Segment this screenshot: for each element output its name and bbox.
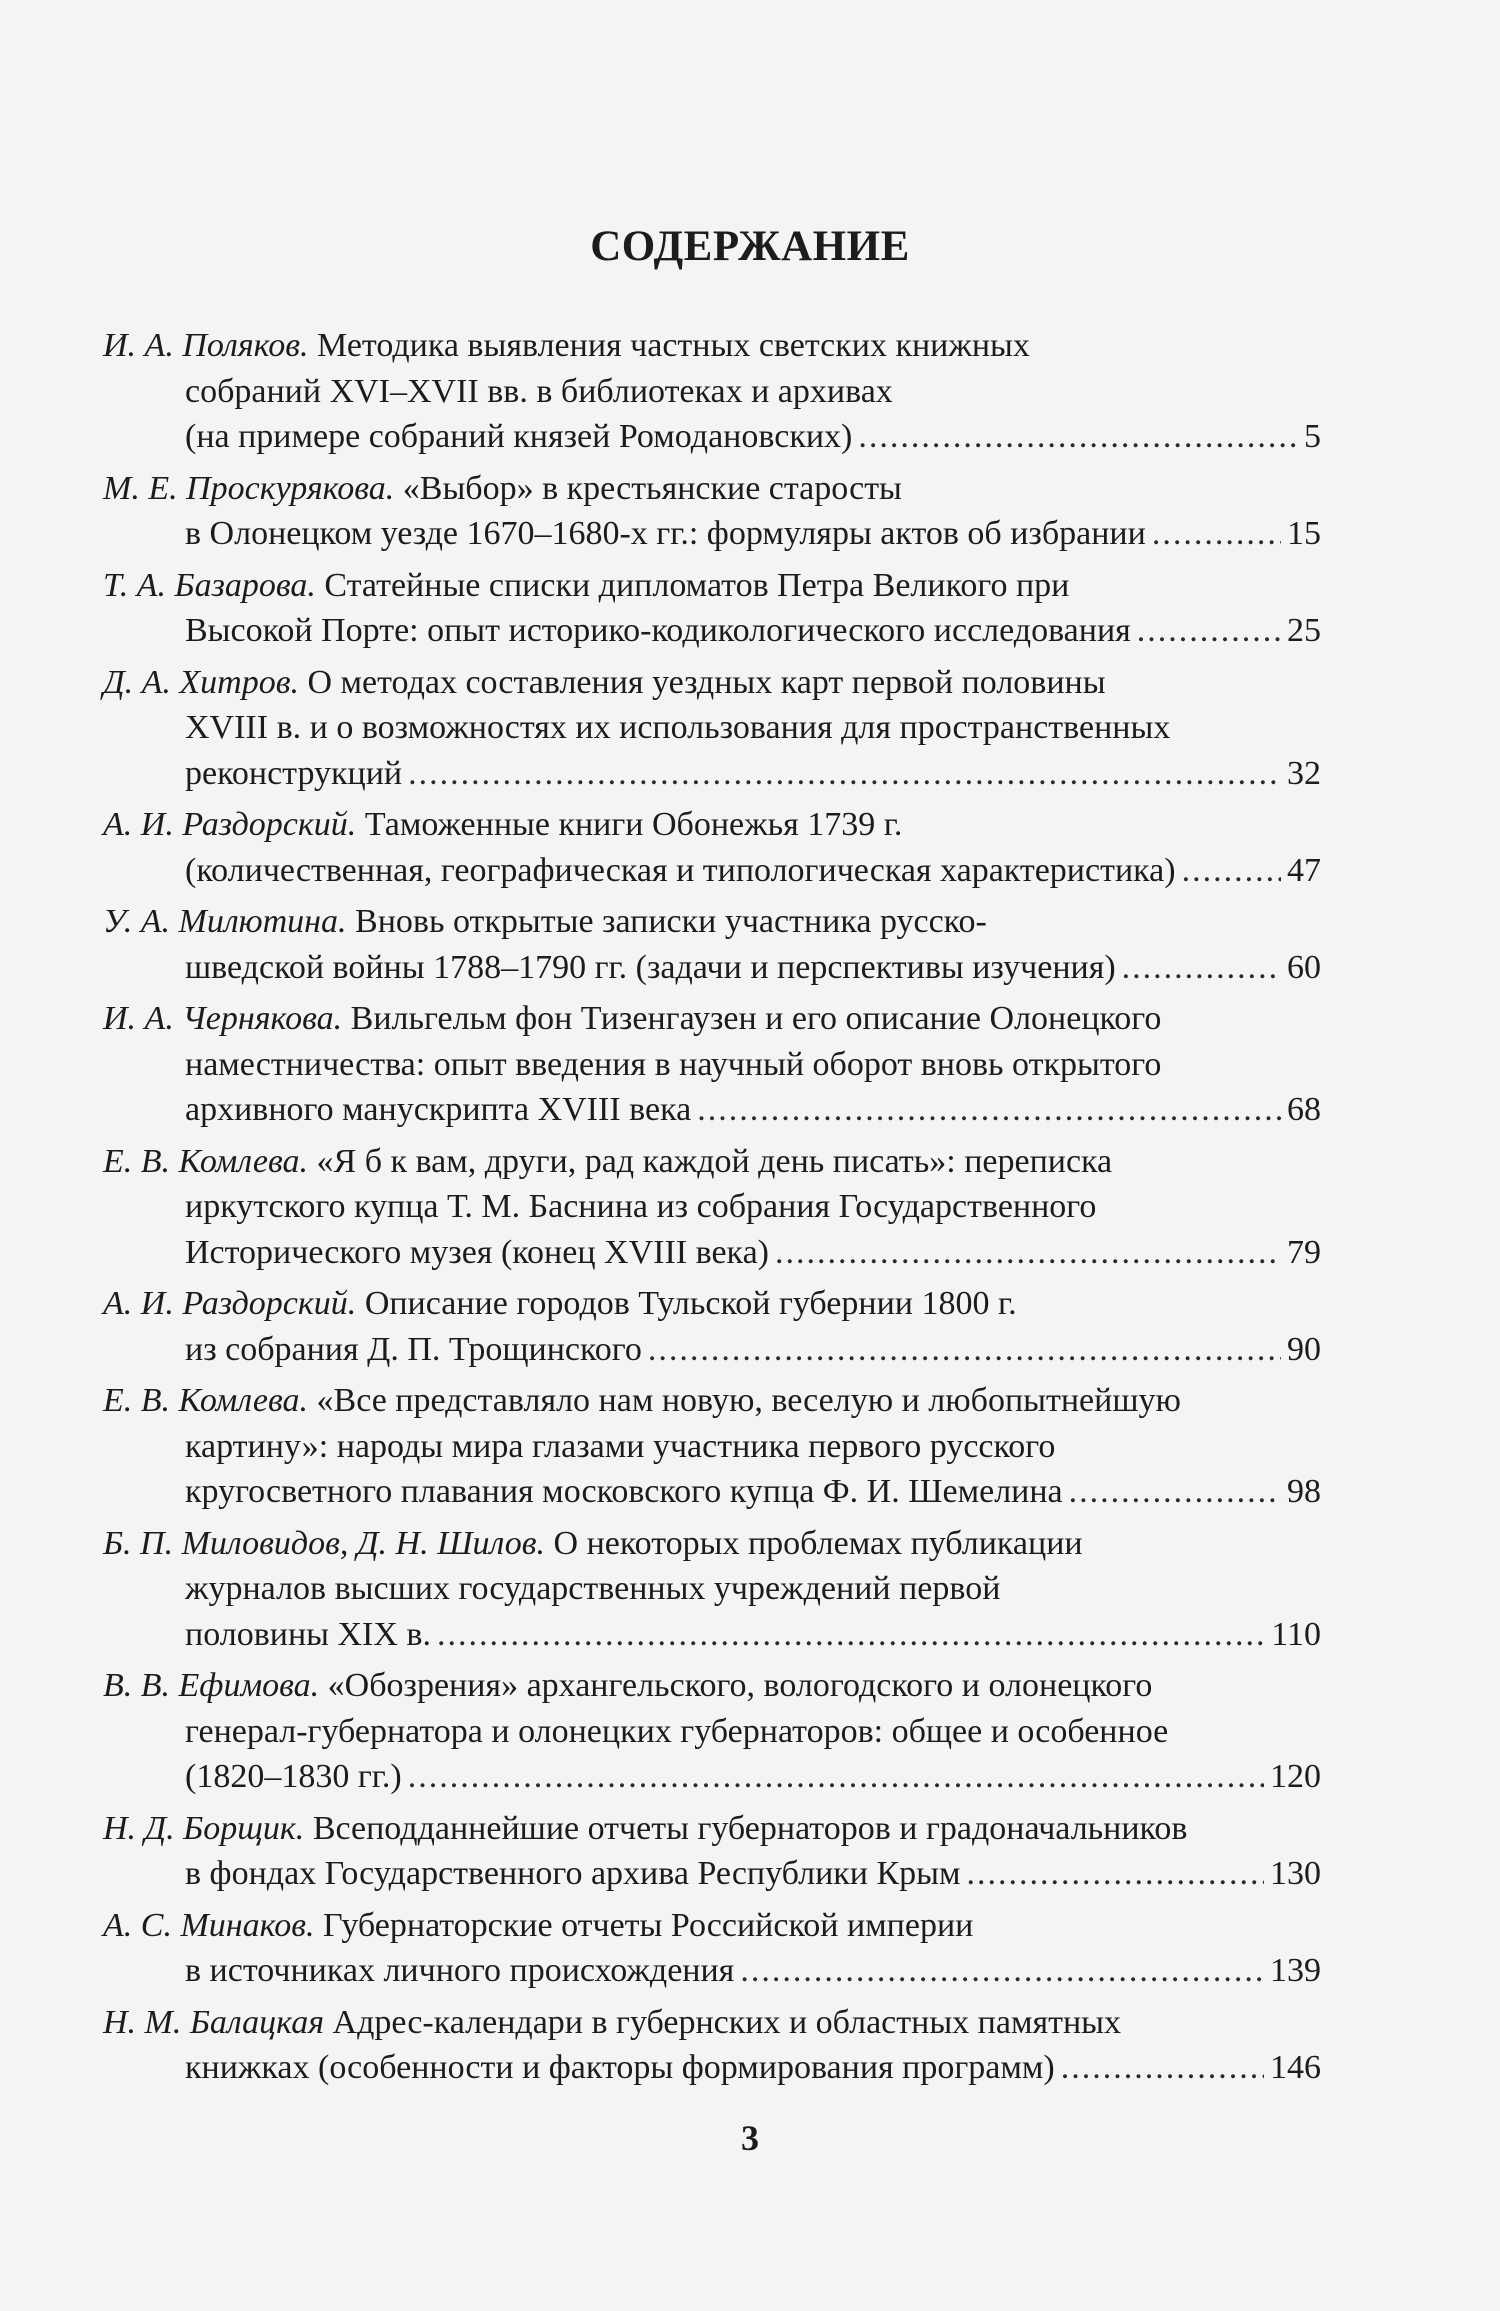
toc-entry bbox=[103, 802, 1321, 893]
toc-title-text: из собрания Д. П. Трощинского bbox=[185, 1330, 642, 1368]
toc-entry-last-line bbox=[103, 848, 1321, 894]
toc-leader-dots bbox=[697, 1087, 1281, 1133]
toc-entry-line bbox=[103, 1566, 1321, 1612]
toc-entry-line bbox=[103, 996, 1321, 1042]
toc-page-number: 68 bbox=[1287, 1091, 1321, 1128]
toc-entry-last-line bbox=[103, 2045, 1321, 2091]
toc-page-number: 98 bbox=[1287, 1473, 1321, 1510]
toc-entry-line bbox=[103, 369, 1321, 415]
toc-leader-dots bbox=[775, 1230, 1281, 1276]
toc-entry-line bbox=[103, 1042, 1321, 1088]
toc-leader-dots bbox=[1137, 608, 1281, 654]
toc-entry bbox=[103, 563, 1321, 654]
toc-entry-line bbox=[103, 1709, 1321, 1755]
toc-page-number: 130 bbox=[1270, 1855, 1321, 1892]
toc-entry-last-line bbox=[103, 1087, 1321, 1133]
toc-entry bbox=[103, 660, 1321, 797]
toc-entry bbox=[103, 1903, 1321, 1994]
toc-entry-last-line bbox=[103, 1469, 1321, 1515]
toc-title-text: О некоторых проблемах публикации bbox=[553, 1524, 1083, 1562]
toc-entry-last-line bbox=[103, 945, 1321, 991]
toc-author: Т. А. Базарова. bbox=[103, 566, 316, 604]
toc-leader-dots bbox=[740, 1948, 1264, 1994]
toc-title-text: XVIII в. и о возможностях их использования для пространственных bbox=[185, 709, 1171, 746]
toc-entry bbox=[103, 1663, 1321, 1800]
toc-entry-line bbox=[103, 1184, 1321, 1230]
toc-entry-line bbox=[103, 1139, 1321, 1185]
toc-leader-dots bbox=[967, 1851, 1264, 1897]
toc-author: В. В. Ефимова. bbox=[103, 1667, 320, 1704]
toc-title-text: шведской войны 1788–1790 гг. (задачи и перспективы изучения) bbox=[185, 948, 1116, 986]
toc-entry-line bbox=[103, 899, 1321, 945]
toc-page-number: 47 bbox=[1287, 851, 1321, 889]
toc-entry bbox=[103, 2000, 1321, 2091]
toc-title-text: генерал-губернатора и олонецких губернаторов: общее и особенное bbox=[185, 1712, 1169, 1750]
toc-entry-line bbox=[103, 466, 1321, 512]
toc-leader-dots bbox=[437, 1612, 1265, 1658]
toc-entry bbox=[103, 899, 1321, 990]
toc-title-text: книжках (особенности и факторы формирования программ) bbox=[185, 2049, 1055, 2086]
toc-entry-line bbox=[103, 323, 1321, 369]
toc-entry bbox=[103, 1378, 1321, 1515]
toc-entry-line bbox=[103, 1378, 1321, 1424]
toc-entry-line bbox=[103, 1903, 1321, 1949]
toc-entry-last-line bbox=[103, 1851, 1321, 1897]
toc-title-text: (на примере собраний князей Ромодановских) bbox=[185, 418, 853, 455]
toc-entry bbox=[103, 1806, 1321, 1897]
toc-title-text: Описание городов Тульской губернии 1800 г. bbox=[364, 1285, 1017, 1322]
toc-entry-last-line bbox=[103, 414, 1321, 460]
toc-entry-line bbox=[103, 1424, 1321, 1470]
toc-page-number: 15 bbox=[1287, 515, 1321, 552]
toc-title-text: наместничества: опыт введения в научный оборот вновь открытого bbox=[185, 1045, 1162, 1083]
toc-entry-line bbox=[103, 563, 1321, 609]
toc-title-text: «Обозрения» архангельского, вологодского и олонецкого bbox=[327, 1667, 1153, 1704]
toc-title-text: (количественная, географическая и типологическая характеристика) bbox=[185, 851, 1176, 889]
toc-title-text: в Олонецком уезде 1670–1680-х гг.: формуляры актов об избрании bbox=[185, 515, 1146, 552]
toc-page-number: 90 bbox=[1287, 1330, 1321, 1368]
toc-title-text: Высокой Порте: опыт историко-кодикологического исследования bbox=[185, 612, 1131, 649]
toc-author: А. С. Минаков. bbox=[103, 1906, 315, 1944]
toc-entry-line bbox=[103, 1281, 1321, 1327]
toc-leader-dots bbox=[1061, 2045, 1264, 2091]
toc-author: Н. М. Балацкая bbox=[103, 2003, 325, 2041]
toc-title-text: Методика выявления частных светских книжных bbox=[317, 327, 1030, 364]
toc-leader-dots bbox=[408, 751, 1281, 797]
toc-author: Е. В. Комлева. bbox=[103, 1382, 309, 1419]
toc-entry-last-line bbox=[103, 1948, 1321, 1994]
toc-entry bbox=[103, 996, 1321, 1133]
toc-leader-dots bbox=[1069, 1469, 1281, 1515]
page-title: СОДЕРЖАНИЕ bbox=[590, 223, 910, 270]
toc-entry-line bbox=[103, 660, 1321, 706]
toc-author: А. И. Раздорский. bbox=[103, 1285, 357, 1322]
toc-title-text: Вновь открытые записки участника русско- bbox=[355, 903, 987, 940]
toc-author: Е. В. Комлева. bbox=[103, 1142, 309, 1180]
toc-page-number: 32 bbox=[1287, 754, 1321, 792]
toc-leader-dots bbox=[1182, 848, 1281, 894]
toc-entry-last-line bbox=[103, 1327, 1321, 1373]
toc-leader-dots bbox=[1122, 945, 1281, 991]
toc-entry bbox=[103, 323, 1321, 460]
toc-title-text: кругосветного плавания московского купца Ф. И. Шемелина bbox=[185, 1473, 1063, 1510]
toc-title-text: Всеподданнейшие отчеты губернаторов и градоначальников bbox=[312, 1809, 1188, 1847]
toc-author: А. И. Раздорский. bbox=[103, 806, 357, 843]
toc-page-number: 110 bbox=[1271, 1615, 1321, 1653]
toc-entry-line bbox=[103, 705, 1321, 751]
toc-title-text: Статейные списки дипломатов Петра Великого при bbox=[324, 566, 1070, 604]
toc-author: И. А. Чернякова. bbox=[103, 1000, 343, 1037]
toc-title-text: в источниках личного происхождения bbox=[185, 1952, 735, 1989]
toc-page-number: 139 bbox=[1270, 1952, 1321, 1989]
toc-entry-line bbox=[103, 1663, 1321, 1709]
toc-leader-dots bbox=[1152, 511, 1281, 557]
toc-title-text: реконструкций bbox=[185, 754, 403, 792]
toc-page-number: 120 bbox=[1270, 1758, 1321, 1795]
table-of-contents bbox=[103, 323, 1321, 2097]
page-number: 3 bbox=[741, 2118, 759, 2158]
toc-entry bbox=[103, 1281, 1321, 1372]
toc-entry-line bbox=[103, 2000, 1321, 2046]
toc-author: М. Е. Проскурякова. bbox=[103, 469, 395, 507]
toc-title-text: журналов высших государственных учреждений первой bbox=[185, 1570, 1001, 1607]
toc-author: И. А. Поляков. bbox=[103, 327, 309, 364]
toc-title-text: «Все представляло нам новую, веселую и любопытнейшую bbox=[316, 1382, 1181, 1419]
toc-leader-dots bbox=[408, 1754, 1264, 1800]
toc-entry-last-line bbox=[103, 608, 1321, 654]
toc-author: Б. П. Миловидов, Д. Н. Шилов. bbox=[103, 1524, 546, 1562]
toc-leader-dots bbox=[858, 414, 1298, 460]
toc-page-number: 146 bbox=[1270, 2049, 1321, 2086]
toc-entry-line bbox=[103, 802, 1321, 848]
toc-title-text: Таможенные книги Обонежья 1739 г. bbox=[364, 806, 903, 843]
toc-title-text: Губернаторские отчеты Российской империи bbox=[323, 1906, 974, 1944]
toc-title-text: «Выбор» в крестьянские старосты bbox=[402, 469, 902, 507]
toc-title-text: в фондах Государственного архива Республики Крым bbox=[185, 1855, 961, 1892]
toc-title-text: Исторического музея (конец XVIII века) bbox=[185, 1233, 769, 1271]
toc-entry-line bbox=[103, 1806, 1321, 1852]
toc-title-text: Адрес-календари в губернских и областных памятных bbox=[332, 2003, 1122, 2041]
toc-entry bbox=[103, 1521, 1321, 1658]
toc-title-text: картину»: народы мира глазами участника первого русского bbox=[185, 1427, 1056, 1465]
toc-title-text: половины XIX в. bbox=[185, 1615, 431, 1653]
toc-title-text: Вильгельм фон Тизенгаузен и его описание Олонецкого bbox=[350, 1000, 1162, 1037]
toc-entry-last-line bbox=[103, 511, 1321, 557]
toc-title-text: иркутского купца Т. М. Баснина из собрания Государственного bbox=[185, 1188, 1097, 1225]
toc-entry bbox=[103, 466, 1321, 557]
toc-title-text: «Я б к вам, други, рад каждой день писать»: переписка bbox=[316, 1142, 1113, 1180]
toc-title-text: (1820–1830 гг.) bbox=[185, 1758, 402, 1795]
toc-page-number: 60 bbox=[1287, 948, 1321, 986]
toc-entry-line bbox=[103, 1521, 1321, 1567]
toc-title-text: собраний XVI–XVII вв. в библиотеках и архивах bbox=[185, 372, 893, 410]
toc-entry-last-line bbox=[103, 751, 1321, 797]
toc-page-number: 25 bbox=[1287, 612, 1321, 649]
toc-title-text: О методах составления уездных карт первой половины bbox=[307, 663, 1106, 701]
toc-author: Н. Д. Борщик. bbox=[103, 1809, 305, 1847]
toc-entry bbox=[103, 1139, 1321, 1276]
toc-author: Д. А. Хитров. bbox=[103, 663, 299, 701]
toc-page-number: 79 bbox=[1287, 1233, 1321, 1271]
toc-title-text: архивного манускрипта XVIII века bbox=[185, 1091, 692, 1128]
toc-entry-last-line bbox=[103, 1754, 1321, 1800]
toc-page-number: 5 bbox=[1304, 418, 1321, 455]
toc-entry-last-line bbox=[103, 1612, 1321, 1658]
toc-entry-last-line bbox=[103, 1230, 1321, 1276]
toc-leader-dots bbox=[648, 1327, 1281, 1373]
toc-author: У. А. Милютина. bbox=[103, 903, 347, 940]
